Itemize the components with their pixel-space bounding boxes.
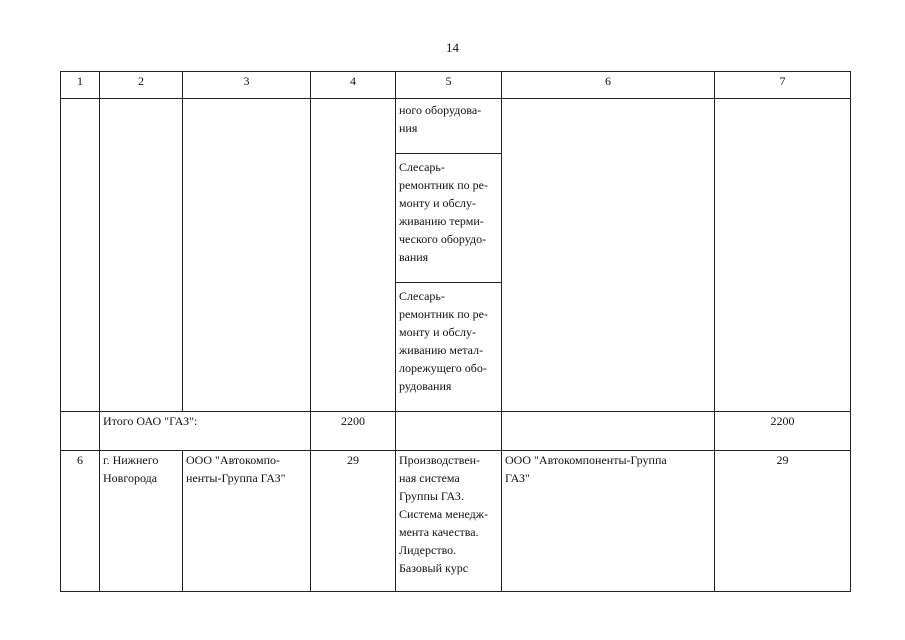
text-line: ного оборудова- — [399, 103, 482, 117]
document-table — [60, 71, 851, 592]
text-line: ненты-Группа ГАЗ" — [186, 471, 286, 485]
count-cell: 29 — [311, 451, 396, 592]
page-number: 14 — [446, 40, 459, 55]
header-cell-2: 2 — [100, 72, 183, 99]
empty-cell — [502, 412, 715, 451]
text-line: вания — [399, 250, 429, 264]
text-line: ООО "Автокомпоненты-Группа — [505, 453, 667, 467]
header-cell-3: 3 — [183, 72, 311, 99]
organization-cell — [183, 451, 311, 592]
text-line: Новгорода — [103, 471, 158, 485]
header-cell-1: 1 — [61, 72, 100, 99]
header-cell-6: 6 — [502, 72, 715, 99]
total-label: Итого ОАО "ГАЗ": — [100, 412, 311, 451]
text-line: ческого оборудо- — [399, 232, 487, 246]
text-line: Слесарь- — [399, 289, 445, 303]
empty-cell — [100, 99, 183, 412]
program-cell — [396, 451, 502, 592]
header-cell-5: 5 — [396, 72, 502, 99]
text-line: ремонтник по ре- — [399, 307, 489, 321]
text-line: рудования — [399, 379, 452, 393]
text-line: ния — [399, 121, 418, 135]
text-line: монту и обслу- — [399, 196, 476, 210]
program-cell — [396, 154, 502, 283]
text-line: ООО "Автокомпо- — [186, 453, 281, 467]
total-value-col7: 2200 — [715, 412, 851, 451]
text-line: ремонтник по ре- — [399, 178, 489, 192]
text-line: живанию терми- — [399, 214, 484, 228]
empty-cell — [183, 99, 311, 412]
text-line: лорежущего обо- — [399, 361, 487, 375]
text-line: ная система — [399, 471, 460, 485]
header-cell-4: 4 — [311, 72, 396, 99]
empty-cell — [61, 412, 100, 451]
empty-cell — [311, 99, 396, 412]
total-value-col4: 2200 — [311, 412, 396, 451]
count-cell-col7: 29 — [715, 451, 851, 592]
city-cell — [100, 451, 183, 592]
table-header-row — [61, 72, 851, 99]
text-line: монту и обслу- — [399, 325, 476, 339]
text-line: Слесарь- — [399, 160, 445, 174]
empty-cell — [502, 99, 715, 412]
table-row — [61, 451, 851, 592]
text-line: Лидерство. — [399, 543, 457, 557]
program-cell — [396, 99, 502, 154]
text-line: ГАЗ" — [505, 471, 530, 485]
text-line: г. Нижнего — [103, 453, 159, 467]
text-line: мента качества. — [399, 525, 479, 539]
empty-cell — [396, 412, 502, 451]
empty-cell — [61, 99, 100, 412]
table-row — [61, 99, 851, 154]
empty-cell — [715, 99, 851, 412]
header-cell-7: 7 — [715, 72, 851, 99]
total-row — [61, 412, 851, 451]
text-line: Производствен- — [399, 453, 481, 467]
provider-cell — [502, 451, 715, 592]
text-line: Базовый курс — [399, 561, 469, 575]
text-line: живанию метал- — [399, 343, 484, 357]
text-line: Система менедж- — [399, 507, 489, 521]
program-cell — [396, 283, 502, 412]
text-line: Группы ГАЗ. — [399, 489, 464, 503]
row-number: 6 — [61, 451, 100, 592]
